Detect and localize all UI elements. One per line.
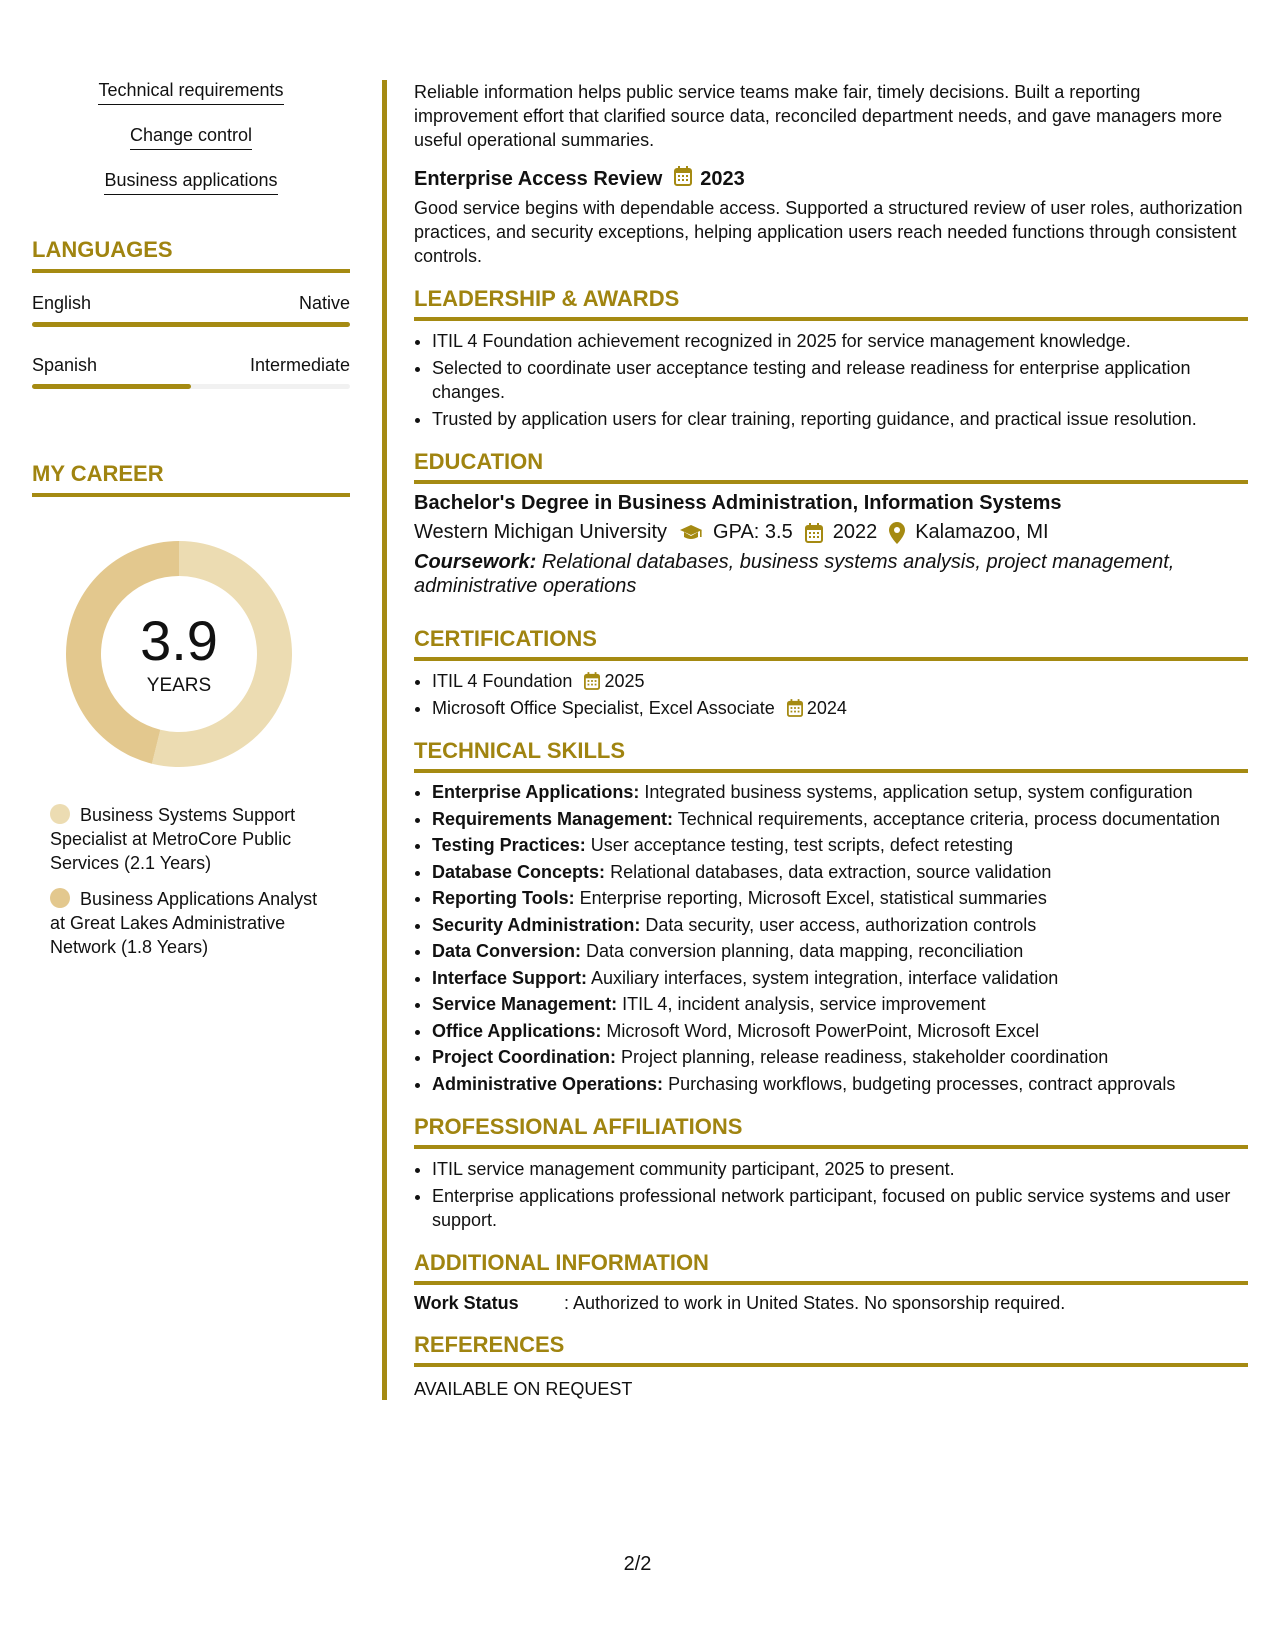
language-item <box>32 293 350 327</box>
project-description: Good service begins with dependable access. Supported a structured review of user roles, authorization practices, and security exceptions, helping application users reach needed functions through consistent controls. <box>414 198 1243 266</box>
work-status-value: : Authorized to work in United States. No sponsorship required. <box>564 1293 1066 1313</box>
legend-dot-icon <box>50 888 70 908</box>
references-heading: REFERENCES <box>414 1332 1248 1367</box>
career-legend-item: Business Systems Support Specialist at MetroCore Public Services (2.1 Years) <box>50 805 296 873</box>
school-location: Kalamazoo, MI <box>915 521 1049 543</box>
school-name: Western Michigan University <box>414 521 668 543</box>
calendar-icon <box>674 166 692 192</box>
work-status-row <box>414 1293 1248 1314</box>
list-item: • ITIL service management community participant, 2025 to present. <box>432 1157 1248 1181</box>
page-number: 2/2 <box>623 1553 652 1575</box>
list-item: • Requirements Management: Technical requirements, acceptance criteria, process documentation <box>432 808 1248 832</box>
technical-skills-list <box>414 781 1248 1096</box>
list-item: • Project Coordination: Project planning, release readiness, stakeholder coordination <box>432 1046 1248 1070</box>
list-item: • Data Conversion: Data conversion planning, data mapping, reconciliation <box>432 940 1248 964</box>
location-pin-icon <box>889 522 905 544</box>
list-item <box>432 696 1248 720</box>
certification-year: 2025 <box>604 671 645 691</box>
project-title: Enterprise Access Review <box>414 167 663 190</box>
additional-info-heading: ADDITIONAL INFORMATION <box>414 1250 1248 1285</box>
coursework-text: Relational databases, business systems analysis, project management, administrative operations <box>414 551 1175 597</box>
list-item: • Enterprise Applications: Integrated business systems, application setup, system configuration <box>432 781 1248 805</box>
list-item: • Database Concepts: Relational databases, data extraction, source validation <box>432 861 1248 885</box>
leadership-list <box>414 329 1248 431</box>
list-item: • Security Administration: Data security, user access, authorization controls <box>432 914 1248 938</box>
list-item: • Trusted by application users for clear training, reporting guidance, and practical issue resolution. <box>432 407 1248 431</box>
career-total: 3.9 <box>140 609 218 672</box>
calendar-icon <box>584 672 600 690</box>
language-bar-fill <box>32 384 191 389</box>
project-title-row <box>414 166 1248 192</box>
career-donut <box>66 541 292 767</box>
technical-skills-heading: TECHNICAL SKILLS <box>414 738 1248 773</box>
list-item: • Interface Support: Auxiliary interfaces, system integration, interface validation <box>432 967 1248 991</box>
project-intro: Reliable information helps public service teams make fair, timely decisions. Built a reporting improvement effort that clarified source data, reconciled department needs, and gave managers more useful operational summaries. <box>414 82 1223 150</box>
references-text: AVAILABLE ON REQUEST <box>414 1379 633 1399</box>
gpa: GPA: 3.5 <box>713 521 793 543</box>
project-year: 2023 <box>700 167 745 190</box>
affiliations-heading: PROFESSIONAL AFFILIATIONS <box>414 1114 1248 1149</box>
skill-tag: Change control <box>32 125 350 150</box>
language-bar <box>32 322 350 327</box>
career-legend <box>32 803 320 959</box>
language-bar-fill <box>32 322 350 327</box>
list-item: • Office Applications: Microsoft Word, Microsoft PowerPoint, Microsoft Excel <box>432 1020 1248 1044</box>
right-column <box>414 80 1248 1400</box>
legend-dot-icon <box>50 804 70 824</box>
skill-tag: Technical requirements <box>32 80 350 105</box>
languages-heading: LANGUAGES <box>32 237 350 273</box>
language-level: Native <box>298 293 350 313</box>
certification-year: 2024 <box>806 698 847 718</box>
degree: Bachelor's Degree in Business Administration, Information Systems <box>414 492 1062 514</box>
education-meta <box>414 521 1248 544</box>
left-column <box>32 80 350 971</box>
list-item: • Enterprise applications professional network participant, focused on public service systems and user support. <box>432 1184 1248 1232</box>
coursework <box>414 550 1248 598</box>
education-heading: EDUCATION <box>414 449 1248 484</box>
calendar-icon <box>787 699 803 717</box>
calendar-icon <box>805 523 823 543</box>
certifications-list <box>414 669 1248 720</box>
career-total-label: YEARS <box>146 675 212 696</box>
coursework-label: Coursework: <box>414 551 537 573</box>
leadership-heading: LEADERSHIP & AWARDS <box>414 286 1248 321</box>
list-item: • Administrative Operations: Purchasing workflows, budgeting processes, contract approvals <box>432 1073 1248 1097</box>
graduation-cap-icon <box>679 524 703 542</box>
list-item: • Reporting Tools: Enterprise reporting, Microsoft Excel, statistical summaries <box>432 887 1248 911</box>
list-item <box>432 669 1248 693</box>
list-item: • Selected to coordinate user acceptance testing and release readiness for enterprise application changes. <box>432 356 1248 404</box>
career-legend-item: Business Applications Analyst at Great Lakes Administrative Network (1.8 Years) <box>50 889 318 957</box>
graduation-year: 2022 <box>832 521 878 543</box>
list-item: • ITIL 4 Foundation achievement recognized in 2025 for service management knowledge. <box>432 329 1248 353</box>
language-name: Spanish <box>32 355 98 375</box>
certification-name: • ITIL 4 Foundation <box>432 671 573 691</box>
certification-name: • Microsoft Office Specialist, Excel Associate <box>432 698 775 718</box>
language-level: Intermediate <box>249 355 350 375</box>
skill-tag: Business applications <box>32 170 350 195</box>
list-item: • Testing Practices: User acceptance testing, test scripts, defect retesting <box>432 834 1248 858</box>
column-divider <box>382 80 387 1400</box>
language-item <box>32 355 350 389</box>
affiliations-list <box>414 1157 1248 1232</box>
certifications-heading: CERTIFICATIONS <box>414 626 1248 661</box>
work-status-label: Work Status <box>414 1293 519 1313</box>
language-name: English <box>32 293 92 313</box>
career-heading: MY CAREER <box>32 461 350 497</box>
list-item: • Service Management: ITIL 4, incident analysis, service improvement <box>432 993 1248 1017</box>
language-bar <box>32 384 350 389</box>
